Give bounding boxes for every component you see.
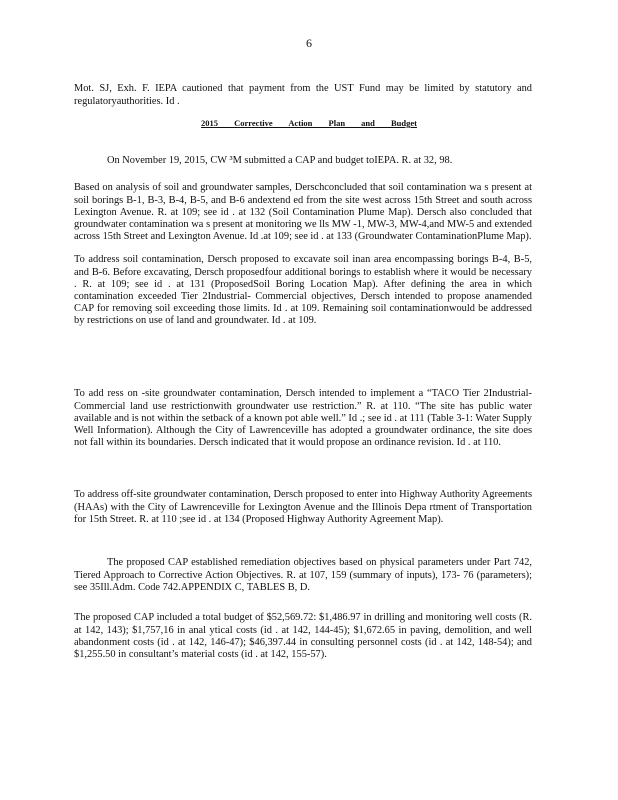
paragraph-cap-submitted: On November 19, 2015, CW ³M submitted a CAP and budget toIEPA. R. at 32, 98.	[107, 155, 453, 167]
paragraph-soil-contamination: To address soil contamination, Dersch proposed to excavate soil inan area encompassing borings B-4, B-5, and B-6. Before excavating, Dersch proposedfour additional borings to establish where it would be necessary . R. at 109; see id . at 131 (ProposedSoil Boring Location Map). After defining the area in which contamination exceeded Tier 2Industrial- Commercial objectives, Dersch intended to propose anamended CAP for removing soil exceeding those limits. Id . at 109. Remaining soil contaminationwould be addressed by restrictions on use of land and groundwater. Id . at 109.	[74, 254, 532, 327]
section-heading	[0, 118, 618, 128]
section-heading-text: 2015 Corrective Action Plan and Budget	[201, 118, 417, 128]
paragraph-offsite-groundwater: To address off-site groundwater contamination, Dersch proposed to enter into Highway Authority Agreements (HAAs) with the City of Lawrenceville for Lexington Avenue and the Illinois Depa rtment of Transportation for 15th Street. R. at 110 ;see id . at 134 (Proposed Highway Authority Agreement Map).	[74, 489, 532, 525]
paragraph-onsite-groundwater: To add ress on -site groundwater contamination, Dersch intended to implement a “TACO Tier 2Industrial-Commercial land use restrictionwith groundwater use restriction.” R. at 110. “The site has public water available and is not within the setback of a known pot able well.” Id .; see id . at 111 (Table 3-1: Water Supply Well Information). Although the City of Lawrenceville has adopted a groundwater ordinance, the site does not fall within its boundaries. Dersch indicated that it would propose an ordinance revision. Id . at 110.	[74, 388, 532, 449]
paragraph-remediation-objectives: The proposed CAP established remediation objectives based on physical parameters under Part 742, Tiered Approach to Corrective Action Objectives. R. at 107, 159 (summary of inputs), 173- 76 (parameters); see 35Ill.Adm. Code 742.APPENDIX C, TABLES B, D.	[74, 557, 532, 593]
page-number: 6	[306, 36, 312, 50]
paragraph-statutory-limits: Mot. SJ, Exh. F. IEPA cautioned that payment from the UST Fund may be limited by statutory and regulatoryauthorities. Id .	[74, 83, 532, 107]
paragraph-soil-groundwater-analysis: Based on analysis of soil and groundwater samples, Derschconcluded that soil contamination wa s present at soil borings B-1, B-3, B-4, B-5, and B-6 andextend ed from the site west across 15th Street and south across Lexington Avenue. R. at 109; see id . at 132 (Soil Contamination Plume Map). Dersch also concluded that groundwater contamination wa s present at monitoring we lls MW -1, MW-3, MW-4,and MW-5 and extended across 15th Street and Lexington Avenue. Id .at 109; see id . at 133 (Groundwater ContaminationPlume Map).	[74, 182, 532, 243]
paragraph-proposed-budget: The proposed CAP included a total budget of $52,569.72: $1,486.97 in drilling and monitoring well costs (R. at 142, 143); $1,757,16 in anal ytical costs (id . at 142, 144-45); $1,672.65 in paving, demolition, and well abandonment costs (id . at 142, 146-47); $46,397.44 in consulting personnel costs (id . at 142, 148-54); and $1,255.50 in consultant’s material costs (id . at 142, 155-57).	[74, 612, 532, 660]
